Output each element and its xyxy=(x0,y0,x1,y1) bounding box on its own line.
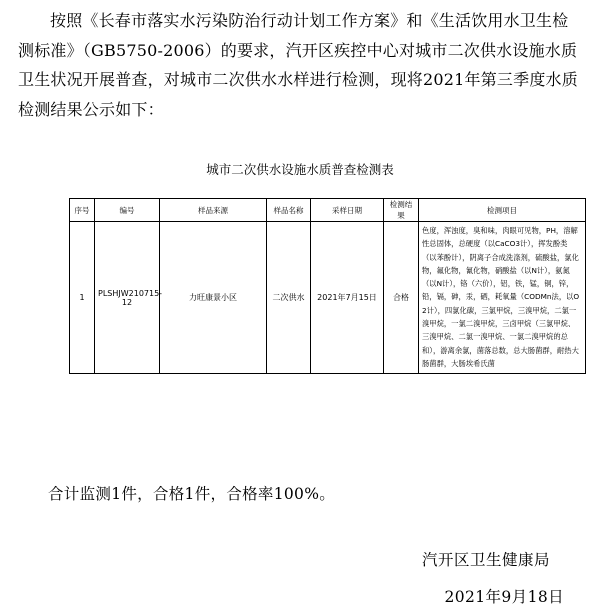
cell-code: PLSHJW210715-12 xyxy=(95,222,160,374)
header-result: 检测结果 xyxy=(384,199,419,222)
summary-text: 合计监测1件，合格1件，合格率100%。 xyxy=(48,485,336,503)
cell-sample-date: 2021年7月15日 xyxy=(311,222,384,374)
header-code: 编号 xyxy=(95,199,160,222)
intro-text: 按照《长春市落实水污染防治行动计划工作方案》和《生活饮用水卫生检测标准》（GB5750-2006）的要求，汽开区疾控中心对城市二次供水设施水质卫生状况开展普查，对城市二次供水水样进行检测，现将2021年第三季度水质检测结果公示如下： xyxy=(18,11,578,119)
header-source: 样品来源 xyxy=(160,199,267,222)
inspection-table xyxy=(69,198,586,374)
intro-paragraph xyxy=(18,6,584,124)
cell-sample-name: 二次供水 xyxy=(267,222,311,374)
header-sample-date: 采样日期 xyxy=(311,199,384,222)
signature-date: 2021年9月18日 xyxy=(444,588,564,606)
header-items: 检测项目 xyxy=(419,199,586,222)
header-seq: 序号 xyxy=(70,199,95,222)
cell-items: 色度，浑浊度，臭和味，肉眼可见物，PH，溶解性总固体，总硬度（以CaCO3计），挥发酚类（以苯酚计），阴离子合成洗涤剂，硫酸盐，氯化物，氟化物，氰化物，硝酸盐（以N计），氨氮（以N计），铬（六价），铝，铁，锰，铜，锌，铅，镉，砷，汞，硒，耗氧量（CODMn法，以O2计），四氯化碳，三氯甲烷，三溴甲烷，二氯一溴甲烷，一氯二溴甲烷，三卤甲烷（三氯甲烷、三溴甲烷、二氯一溴甲烷、一氯二溴甲烷的总和），游离余氯，菌落总数，总大肠菌群，耐热大肠菌群，大肠埃希氏菌 xyxy=(419,222,586,374)
table-title: 城市二次供水设施水质普查检测表 xyxy=(206,162,394,177)
cell-seq: 1 xyxy=(70,222,95,374)
cell-result: 合格 xyxy=(384,222,419,374)
cell-source: 力旺康景小区 xyxy=(160,222,267,374)
signature-org: 汽开区卫生健康局 xyxy=(421,551,550,569)
table-row xyxy=(70,222,586,374)
table-header-row xyxy=(70,199,586,222)
header-sample-name: 样品名称 xyxy=(267,199,311,222)
